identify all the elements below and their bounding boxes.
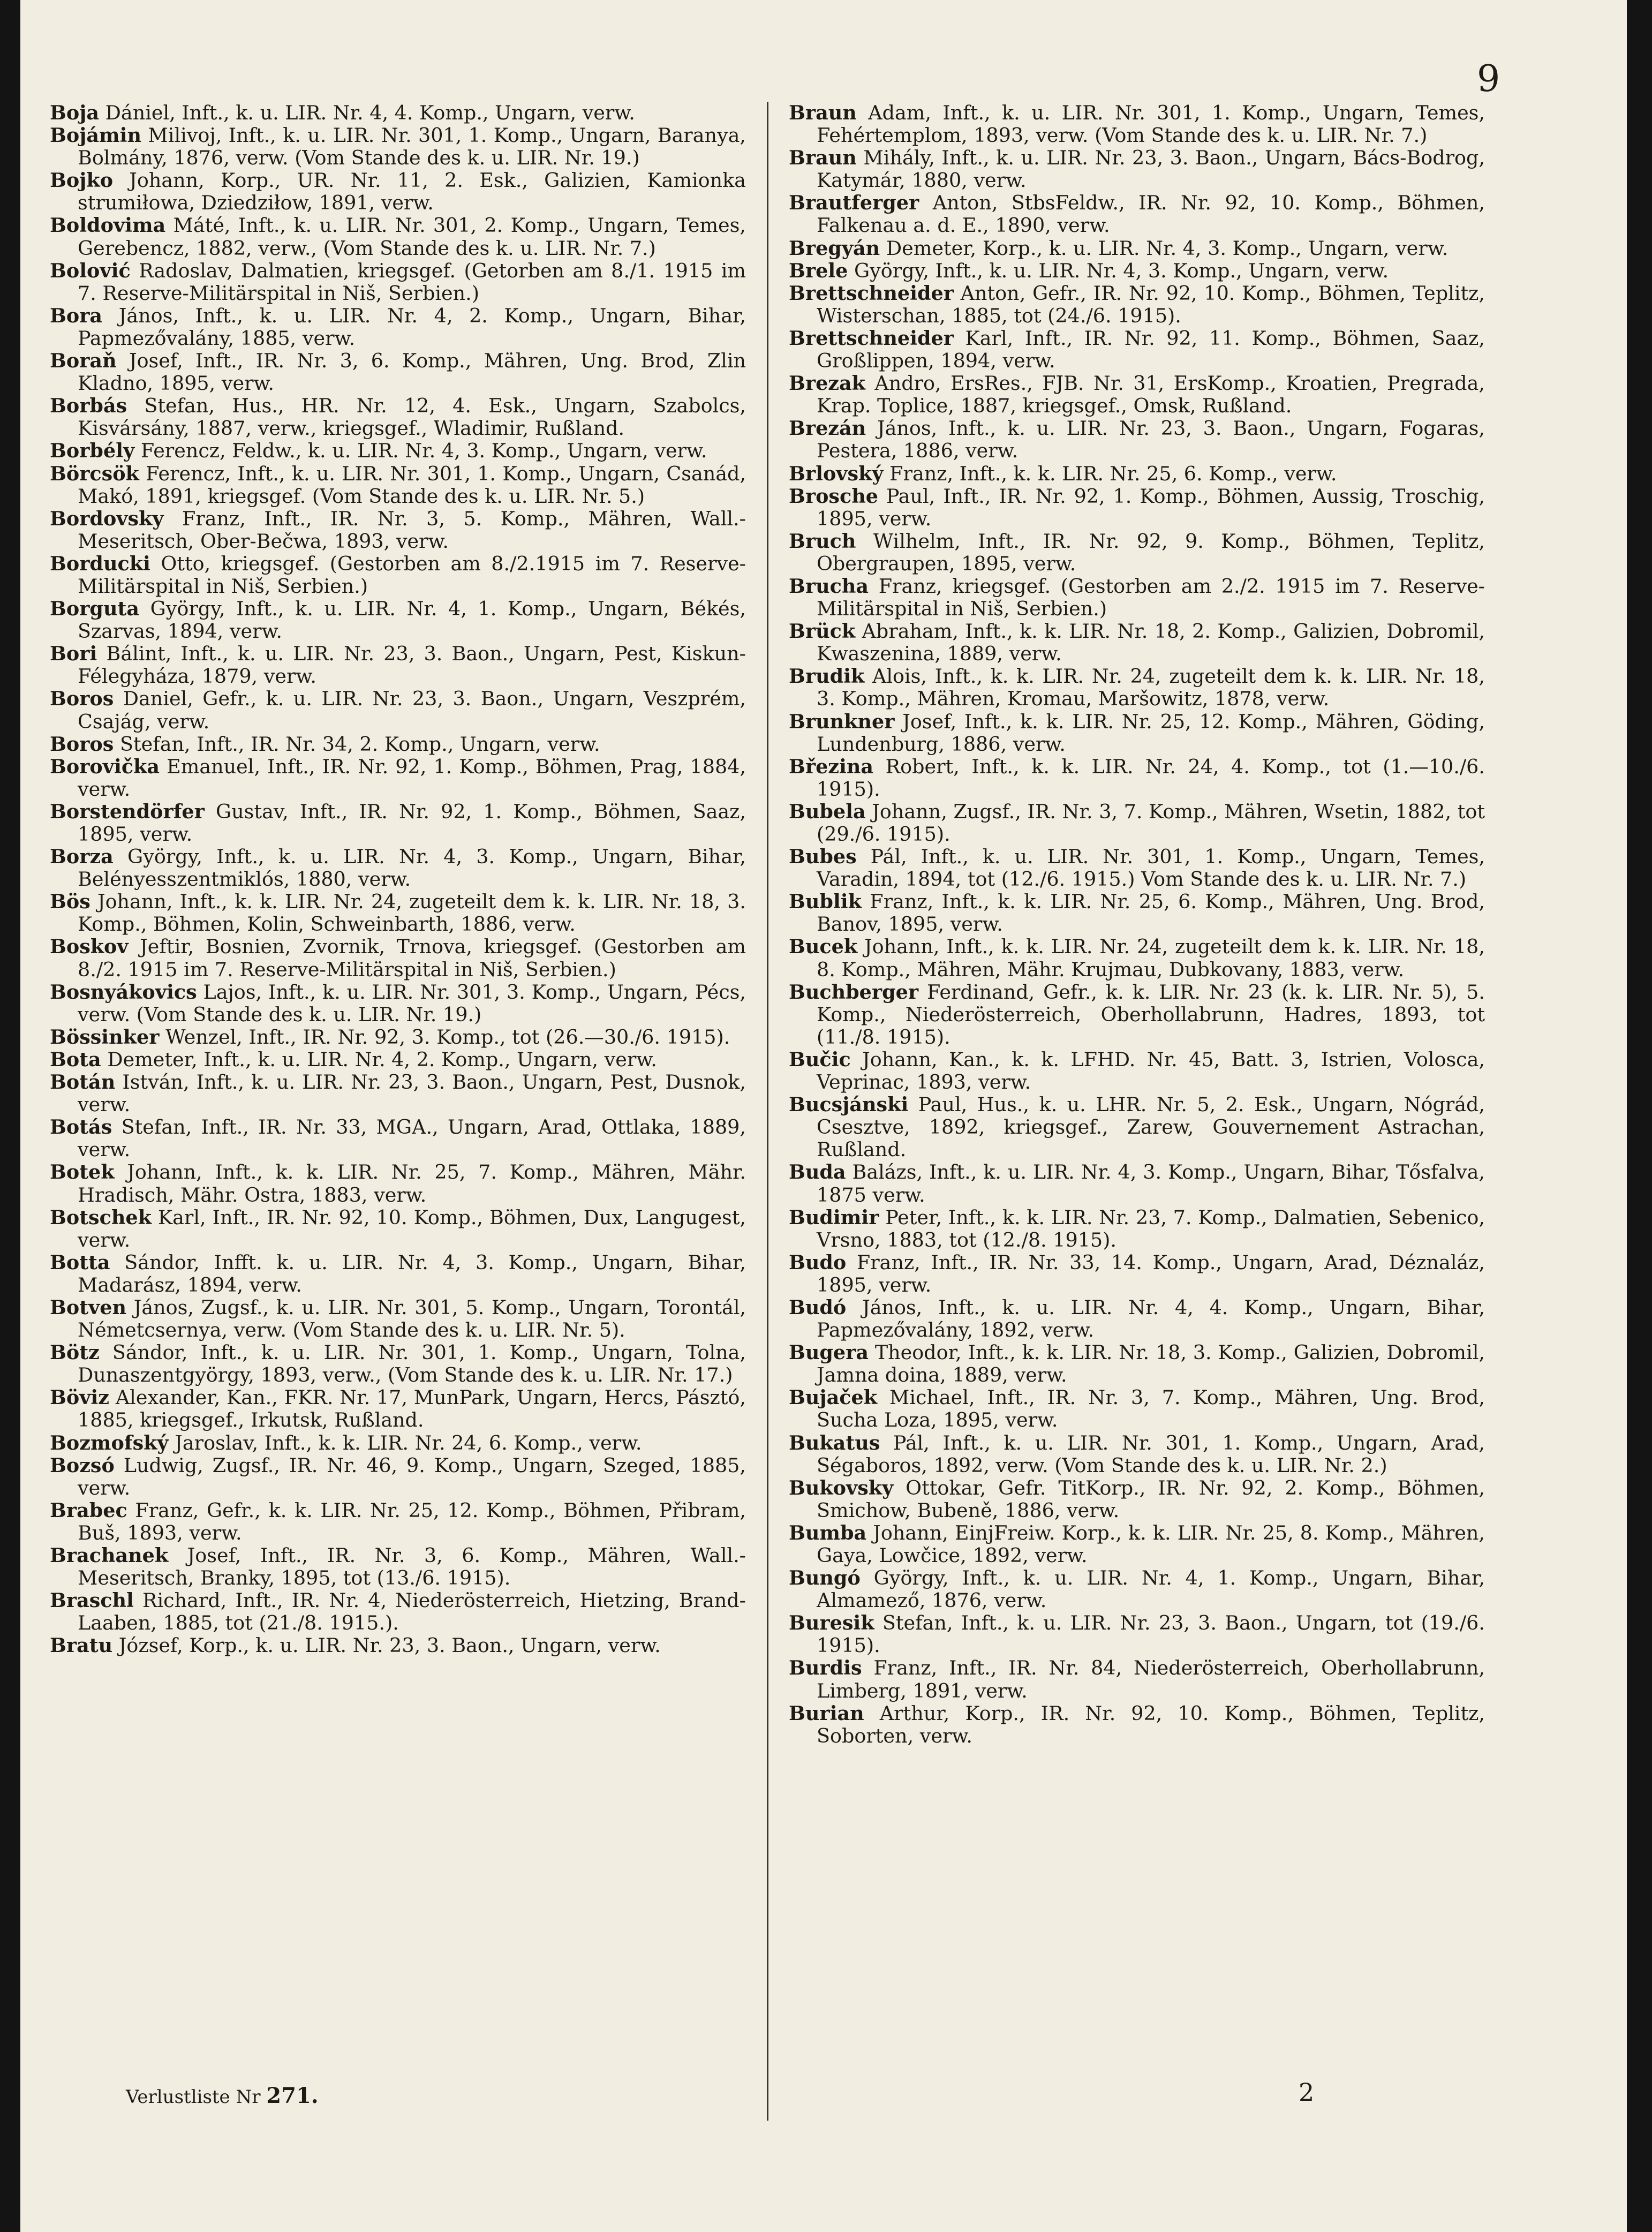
entry-details: Ferencz, Feldw., k. u. LIR. Nr. 4, 3. Komp., Ungarn, verw.: [140, 439, 707, 463]
entry-surname: Buda: [789, 1160, 846, 1184]
entry-surname: Brlovský: [789, 462, 884, 485]
casualty-entry: [789, 372, 1485, 417]
entry-details: János, Inft., k. u. LIR. Nr. 23, 3. Baon., Ungarn, Fogaras, Pestera, 1886, verw.: [817, 417, 1485, 463]
entry-surname: Borbély: [50, 439, 135, 463]
casualty-entry: [50, 643, 746, 688]
entry-surname: Braschl: [50, 1589, 134, 1612]
column-divider: [767, 102, 768, 2121]
entry-surname: Bukovsky: [789, 1476, 894, 1499]
entry-details: János, Inft., k. u. LIR. Nr. 4, 4. Komp., Ungarn, Bihar, Papmezővalány, 1892, verw.: [817, 1295, 1485, 1342]
entry-details: Stefan, Inft., IR. Nr. 34, 2. Komp., Ungarn, verw.: [119, 732, 600, 756]
casualty-entry: [789, 1657, 1485, 1702]
entry-surname: Burian: [789, 1701, 864, 1725]
casualty-entry: [789, 530, 1485, 575]
entry-details: Josef, Inft., IR. Nr. 3, 6. Komp., Mähren, Ung. Brod, Zlin Kladno, 1895, verw.: [78, 349, 746, 395]
casualty-entry: [50, 1499, 746, 1544]
entry-details: Mihály, Inft., k. u. LIR. Nr. 23, 3. Baon., Ungarn, Bács-Bodrog, Katymár, 1880, verw.: [817, 146, 1485, 192]
casualty-entry: [789, 665, 1485, 710]
casualty-entry: [789, 1296, 1485, 1341]
entry-surname: Bucek: [789, 935, 858, 959]
entry-surname: Bratu: [50, 1634, 113, 1657]
entry-surname: Burdis: [789, 1656, 862, 1680]
entry-details: Johann, EinjFreiw. Korp., k. k. LIR. Nr. 25, 8. Komp., Mähren, Gaya, Lowčice, 1892, verw.: [817, 1521, 1485, 1567]
entry-details: Milivoj, Inft., k. u. LIR. Nr. 301, 1. Komp., Ungarn, Baranya, Bolmány, 1876, verw. (Vom Stande des k. u. LIR. Nr. 19.): [78, 124, 746, 170]
page: [20, 0, 1627, 2232]
entry-surname: Brezak: [789, 372, 865, 395]
casualty-entry: [50, 214, 746, 259]
casualty-entry: [789, 417, 1485, 462]
casualty-entry: [50, 1634, 746, 1657]
entry-surname: Bori: [50, 642, 97, 666]
casualty-entry: [50, 1341, 746, 1386]
casualty-entry: [50, 169, 746, 214]
casualty-entry: [789, 463, 1485, 485]
casualty-entry: [789, 756, 1485, 801]
casualty-entry: [50, 1386, 746, 1431]
entry-surname: Bujaček: [789, 1386, 877, 1409]
entry-surname: Botek: [50, 1160, 115, 1184]
casualty-entry: [50, 1116, 746, 1161]
entry-surname: Boja: [50, 101, 100, 124]
casualty-entry: [789, 1477, 1485, 1522]
entry-surname: Brück: [789, 620, 856, 643]
entry-details: György, Inft., k. u. LIR. Nr. 4, 1. Komp., Ungarn, Békés, Szarvas, 1894, verw.: [78, 597, 746, 643]
entry-surname: Boraň: [50, 349, 117, 373]
entry-details: Andro, ErsRes., FJB. Nr. 31, ErsKomp., Kroatien, Pregrada, Krap. Toplice, 1887, kriegsgef., Omsk, Rußland.: [817, 372, 1485, 418]
entry-surname: Bota: [50, 1047, 101, 1071]
casualty-entry: [50, 801, 746, 846]
entry-surname: Bregyán: [789, 236, 880, 260]
entry-details: Johann, Korp., UR. Nr. 11, 2. Esk., Galizien, Kamionka strumiłowa, Dziedziłow, 1891, verw.: [78, 169, 746, 215]
casualty-entry: [50, 981, 746, 1026]
entry-details: Ferencz, Inft., k. u. LIR. Nr. 301, 1. Komp., Ungarn, Csanád, Makó, 1891, kriegsgef. (Vom Stande des k. u. LIR. Nr. 5.): [78, 462, 746, 508]
casualty-entry: [789, 801, 1485, 846]
entry-details: Josef, Inft., k. k. LIR. Nr. 25, 12. Komp., Mähren, Göding, Lundenburg, 1886, verw.: [817, 710, 1485, 756]
entry-details: István, Inft., k. u. LIR. Nr. 23, 3. Baon., Ungarn, Pest, Dusnok, verw.: [78, 1070, 746, 1117]
entry-surname: Braun: [789, 101, 857, 124]
left-column: [50, 102, 746, 1657]
entry-surname: Botás: [50, 1115, 112, 1139]
entry-details: Demeter, Korp., k. u. LIR. Nr. 4, 3. Komp., Ungarn, verw.: [886, 236, 1449, 260]
entry-surname: Brettschneider: [789, 281, 954, 305]
casualty-entry: [50, 1049, 746, 1071]
casualty-entry: [50, 350, 746, 395]
casualty-entry: [789, 1161, 1485, 1206]
casualty-entry: [789, 192, 1485, 237]
entry-surname: Bötz: [50, 1341, 100, 1364]
entry-details: Balázs, Inft., k. u. LIR. Nr. 4, 3. Komp., Ungarn, Bihar, Tősfalva, 1875 verw.: [817, 1160, 1485, 1207]
entry-surname: Bös: [50, 890, 90, 914]
entry-surname: Budo: [789, 1250, 847, 1274]
entry-details: József, Korp., k. u. LIR. Nr. 23, 3. Baon., Ungarn, verw.: [118, 1634, 661, 1657]
entry-details: Franz, Inft., IR. Nr. 3, 5. Komp., Mähren, Wall.-Meseritsch, Ober-Bečwa, 1893, verw.: [78, 507, 746, 553]
casualty-entry: [50, 1207, 746, 1251]
entry-surname: Bucsjánski: [789, 1093, 909, 1117]
entry-details: Josef, Inft., IR. Nr. 3, 6. Komp., Mähren, Wall.-Meseritsch, Branky, 1895, tot (13./6. 1915).: [78, 1544, 746, 1590]
footer-sheet-number: 2: [1299, 2078, 1315, 2107]
casualty-entry: [50, 1026, 746, 1049]
entry-surname: Bugera: [789, 1341, 869, 1364]
entry-surname: Brosche: [789, 484, 878, 508]
entry-surname: Brudik: [789, 665, 865, 688]
entry-surname: Borducki: [50, 552, 150, 575]
entry-surname: Bungó: [789, 1566, 861, 1590]
entry-surname: Bubes: [789, 845, 857, 869]
entry-details: Pál, Inft., k. u. LIR. Nr. 301, 1. Komp., Ungarn, Arad, Ségaboros, 1892, verw. (Vom Stande des k. u. LIR. Nr. 2.): [817, 1431, 1485, 1477]
entry-details: Jaroslav, Inft., k. k. LIR. Nr. 24, 6. Komp., verw.: [175, 1431, 642, 1454]
entry-details: Alexander, Kan., FKR. Nr. 17, MunPark, Ungarn, Hercs, Pásztó, 1885, kriegsgef., Irkutsk, Rußland.: [78, 1386, 746, 1432]
casualty-entry: [50, 1071, 746, 1116]
casualty-entry: [789, 1341, 1485, 1386]
entry-surname: Boros: [50, 687, 114, 711]
entry-surname: Brunkner: [789, 710, 895, 733]
entry-surname: Borovička: [50, 755, 160, 778]
entry-surname: Buchberger: [789, 980, 919, 1004]
entry-details: Ferdinand, Gefr., k. k. LIR. Nr. 23 (k. k. LIR. Nr. 5), 5. Komp., Niederösterreich, Oberhollabrunn, Hadres, 1893, tot (11./8. 1915).: [817, 980, 1485, 1049]
entry-surname: Březina: [789, 755, 874, 778]
entry-surname: Bolović: [50, 259, 131, 282]
entry-surname: Brele: [789, 259, 848, 282]
right-column: [789, 102, 1485, 1747]
entry-details: Sándor, Inft., k. u. LIR. Nr. 301, 1. Komp., Ungarn, Tolna, Dunaszentgyörgy, 1893, verw., (Vom Stande des k. u. LIR. Nr. 17.): [78, 1341, 746, 1387]
entry-details: Lajos, Inft., k. u. LIR. Nr. 301, 3. Komp., Ungarn, Pécs, verw. (Vom Stande des k. u. LIR. Nr. 19.): [78, 980, 746, 1026]
entry-surname: Bučic: [789, 1047, 851, 1071]
entry-surname: Botven: [50, 1295, 127, 1319]
entry-surname: Brucha: [789, 574, 869, 598]
entry-surname: Budó: [789, 1295, 847, 1319]
entry-details: Franz, kriegsgef. (Gestorben am 2./2. 1915 im 7. Reserve-Militärspital in Niš, Serbien.): [817, 574, 1485, 621]
entry-surname: Bukatus: [789, 1431, 880, 1454]
entry-details: Demeter, Inft., k. u. LIR. Nr. 4, 2. Komp., Ungarn, verw.: [107, 1047, 657, 1071]
casualty-entry: [50, 598, 746, 643]
entry-details: János, Inft., k. u. LIR. Nr. 4, 2. Komp., Ungarn, Bihar, Papmezővalány, 1885, verw.: [78, 304, 746, 350]
entry-details: Máté, Inft., k. u. LIR. Nr. 301, 2. Komp., Ungarn, Temes, Gerebencz, 1882, verw., (Vom Stande des k. u. LIR. Nr. 7.): [78, 214, 746, 260]
entry-details: Stefan, Inft., IR. Nr. 33, MGA., Ungarn, Arad, Ottlaka, 1889, verw.: [78, 1115, 746, 1162]
entry-details: Abraham, Inft., k. k. LIR. Nr. 18, 2. Komp., Galizien, Dobromil, Kwaszenina, 1889, verw.: [817, 620, 1485, 666]
entry-details: Stefan, Hus., HR. Nr. 12, 4. Esk., Ungarn, Szabolcs, Kisvársány, 1887, verw., kriegsgef., Wladimir, Rußland.: [78, 394, 746, 440]
casualty-entry: [50, 688, 746, 733]
casualty-entry: [789, 282, 1485, 327]
casualty-entry: [789, 981, 1485, 1049]
entry-surname: Brachanek: [50, 1544, 169, 1567]
entry-details: Franz, Inft., k. k. LIR. Nr. 25, 6. Komp., Mähren, Ung. Brod, Banov, 1895, verw.: [817, 890, 1485, 936]
entry-details: Radoslav, Dalmatien, kriegsgef. (Getorben am 8./1. 1915 im 7. Reserve-Militärspital in Niš, Serbien.): [78, 259, 746, 305]
page-number: 9: [1477, 58, 1500, 100]
entry-details: Franz, Inft., k. k. LIR. Nr. 25, 6. Komp., verw.: [889, 462, 1337, 485]
entry-details: Wilhelm, Inft., IR. Nr. 92, 9. Komp., Böhmen, Teplitz, Obergraupen, 1895, verw.: [817, 529, 1485, 575]
entry-details: Jeftir, Bosnien, Zvornik, Trnova, kriegsgef. (Gestorben am 8./2. 1915 im 7. Reserve-Militärspital in Niš, Serbien.): [78, 935, 746, 981]
casualty-entry: [789, 237, 1485, 260]
casualty-entry: [50, 553, 746, 598]
entry-details: Karl, Inft., IR. Nr. 92, 10. Komp., Böhmen, Dux, Langugest, verw.: [78, 1205, 746, 1251]
entry-details: György, Inft., k. u. LIR. Nr. 4, 3. Komp., Ungarn, Bihar, Belényesszentmiklós, 1880, verw.: [78, 845, 746, 891]
casualty-entry: [789, 147, 1485, 192]
entry-surname: Brettschneider: [789, 326, 954, 350]
entry-surname: Botán: [50, 1070, 116, 1094]
casualty-entry: [50, 891, 746, 936]
casualty-entry: [50, 440, 746, 462]
entry-details: Otto, kriegsgef. (Gestorben am 8./2.1915 im 7. Reserve-Militärspital in Niš, Serbien.): [78, 552, 746, 598]
entry-details: Ottokar, Gefr. TitKorp., IR. Nr. 92, 2. Komp., Böhmen, Smichow, Bubeně, 1886, verw.: [817, 1476, 1485, 1522]
entry-details: Theodor, Inft., k. k. LIR. Nr. 18, 3. Komp., Galizien, Dobromil, Jamna doina, 1889, verw.: [817, 1341, 1485, 1387]
casualty-entry: [789, 1251, 1485, 1296]
entry-details: Sándor, Infft. k. u. LIR. Nr. 4, 3. Komp., Ungarn, Bihar, Madarász, 1894, verw.: [78, 1250, 746, 1296]
entry-surname: Bosnyákovics: [50, 980, 197, 1004]
entry-details: Bálint, Inft., k. u. LIR. Nr. 23, 3. Baon., Ungarn, Pest, Kiskun-Félegyháza, 1879, verw.: [78, 642, 746, 688]
entry-details: Anton, StbsFeldw., IR. Nr. 92, 10. Komp., Böhmen, Falkenau a. d. E., 1890, verw.: [817, 191, 1485, 237]
casualty-entry: [789, 102, 1485, 147]
entry-surname: Borza: [50, 845, 114, 869]
entry-details: Johann, Inft., k. k. LIR. Nr. 25, 7. Komp., Mähren, Mähr. Hradisch, Mähr. Ostra, 1883, verw.: [78, 1160, 746, 1207]
entry-details: Stefan, Inft., k. u. LIR. Nr. 23, 3. Baon., Ungarn, tot (19./6. 1915).: [817, 1611, 1485, 1657]
casualty-entry: [50, 305, 746, 350]
entry-details: Ludwig, Zugsf., IR. Nr. 46, 9. Komp., Ungarn, Szeged, 1885, verw.: [78, 1453, 746, 1499]
casualty-entry: [789, 846, 1485, 891]
casualty-entry: [789, 1612, 1485, 1657]
entry-details: Pál, Inft., k. u. LIR. Nr. 301, 1. Komp., Ungarn, Temes, Varadin, 1894, tot (12./6. 1915.) Vom Stande des k. u. LIR. Nr. 7.): [817, 845, 1485, 891]
casualty-entry: [789, 575, 1485, 620]
casualty-entry: [789, 1049, 1485, 1094]
entry-surname: Botschek: [50, 1205, 152, 1229]
entry-surname: Börcsök: [50, 462, 139, 485]
casualty-entry: [50, 463, 746, 508]
casualty-entry: [789, 1522, 1485, 1567]
entry-surname: Borstendörfer: [50, 800, 205, 823]
entry-details: Johann, Kan., k. k. LFHD. Nr. 45, Batt. 3, Istrien, Volosca, Veprinac, 1893, verw.: [817, 1047, 1485, 1094]
entry-surname: Boros: [50, 732, 114, 756]
casualty-entry: [50, 1161, 746, 1206]
entry-details: Franz, Gefr., k. k. LIR. Nr. 25, 12. Komp., Böhmen, Přibram, Buš, 1893, verw.: [78, 1498, 746, 1544]
entry-surname: Bojko: [50, 169, 114, 192]
entry-surname: Botta: [50, 1250, 110, 1274]
entry-surname: Bumba: [789, 1521, 867, 1544]
entry-details: Franz, Inft., IR. Nr. 84, Niederösterreich, Oberhollabrunn, Limberg, 1891, verw.: [817, 1656, 1485, 1702]
entry-details: Johann, Zugsf., IR. Nr. 3, 7. Komp., Mähren, Wsetin, 1882, tot (29./6. 1915).: [817, 800, 1485, 846]
entry-surname: Boldovima: [50, 214, 166, 237]
entry-surname: Bozsó: [50, 1453, 115, 1477]
entry-surname: Boskov: [50, 935, 129, 959]
entry-surname: Böviz: [50, 1386, 109, 1409]
entry-surname: Bordovsky: [50, 507, 164, 530]
casualty-entry: [50, 1432, 746, 1454]
entry-details: Michael, Inft., IR. Nr. 3, 7. Komp., Mähren, Ung. Brod, Sucha Loza, 1895, verw.: [817, 1386, 1485, 1432]
footer-issue-number: 271.: [266, 2083, 319, 2108]
entry-details: Arthur, Korp., IR. Nr. 92, 10. Komp., Böhmen, Teplitz, Soborten, verw.: [817, 1701, 1485, 1747]
casualty-entry: [789, 711, 1485, 756]
casualty-entry: [789, 327, 1485, 372]
entry-details: János, Zugsf., k. u. LIR. Nr. 301, 5. Komp., Ungarn, Torontál, Németcsernya, verw. (Vom Stande des k. u. LIR. Nr. 5).: [78, 1295, 746, 1342]
entry-details: Adam, Inft., k. u. LIR. Nr. 301, 1. Komp., Ungarn, Temes, Fehértemplom, 1893, verw. (Vom Stande des k. u. LIR. Nr. 7.): [817, 101, 1485, 147]
entry-surname: Bora: [50, 304, 103, 327]
entry-surname: Bozmofský: [50, 1431, 169, 1454]
casualty-entry: [789, 1094, 1485, 1161]
entry-surname: Borbás: [50, 394, 127, 418]
casualty-entry: [50, 1589, 746, 1634]
entry-details: Wenzel, Inft., IR. Nr. 92, 3. Komp., tot (26.—30./6. 1915).: [165, 1025, 730, 1049]
casualty-entry: [50, 1454, 746, 1499]
entry-details: György, Inft., k. u. LIR. Nr. 4, 1. Komp., Ungarn, Bihar, Almamező, 1876, verw.: [817, 1566, 1485, 1612]
entry-details: Robert, Inft., k. k. LIR. Nr. 24, 4. Komp., tot (1.—10./6. 1915).: [817, 755, 1485, 801]
entry-details: Johann, Inft., k. k. LIR. Nr. 24, zugeteilt dem k. k. LIR. Nr. 18, 3. Komp., Böhmen, Kolin, Schweinbarth, 1886, verw.: [78, 890, 746, 936]
casualty-entry: [50, 260, 746, 305]
casualty-entry: [50, 124, 746, 169]
entry-details: Daniel, Gefr., k. u. LIR. Nr. 23, 3. Baon., Ungarn, Veszprém, Csajág, verw.: [78, 687, 746, 733]
casualty-entry: [789, 1207, 1485, 1251]
casualty-entry: [789, 936, 1485, 981]
entry-details: Emanuel, Inft., IR. Nr. 92, 1. Komp., Böhmen, Prag, 1884, verw.: [78, 755, 746, 801]
entry-details: Anton, Gefr., IR. Nr. 92, 10. Komp., Böhmen, Teplitz, Wisterschan, 1885, tot (24./6. 1915).: [817, 281, 1485, 327]
casualty-entry: [50, 756, 746, 801]
entry-details: György, Inft., k. u. LIR. Nr. 4, 3. Komp., Ungarn, verw.: [854, 259, 1389, 282]
entry-surname: Bössinker: [50, 1025, 160, 1049]
entry-surname: Buresik: [789, 1611, 874, 1635]
entry-surname: Bubela: [789, 800, 866, 823]
entry-details: Richard, Inft., IR. Nr. 4, Niederösterreich, Hietzing, Brand-Laaben, 1885, tot (21./8. 1915.).: [78, 1589, 746, 1635]
entry-details: Gustav, Inft., IR. Nr. 92, 1. Komp., Böhmen, Saaz, 1895, verw.: [78, 800, 746, 846]
casualty-entry: [50, 1251, 746, 1296]
entry-surname: Bruch: [789, 529, 856, 553]
entry-details: Franz, Inft., IR. Nr. 33, 14. Komp., Ungarn, Arad, Déznaláz, 1895, verw.: [817, 1250, 1485, 1296]
casualty-entry: [789, 620, 1485, 665]
entry-surname: Borguta: [50, 597, 139, 621]
entry-details: Paul, Hus., k. u. LHR. Nr. 5, 2. Esk., Ungarn, Nógrád, Csesztve, 1892, kriegsgef., Zarew, Gouvernement Astrachan, Rußland.: [817, 1093, 1485, 1162]
casualty-entry: [50, 733, 746, 756]
entry-surname: Budimir: [789, 1205, 879, 1229]
casualty-entry: [789, 1386, 1485, 1431]
casualty-entry: [50, 846, 746, 891]
entry-details: Alois, Inft., k. k. LIR. Nr. 24, zugeteilt dem k. k. LIR. Nr. 18, 3. Komp., Mähren, Kromau, Maršowitz, 1878, verw.: [817, 665, 1485, 711]
casualty-entry: [789, 891, 1485, 936]
entry-surname: Brabec: [50, 1498, 127, 1522]
casualty-entry: [789, 1567, 1485, 1612]
casualty-entry: [50, 508, 746, 553]
casualty-entry: [50, 395, 746, 440]
entry-surname: Brautferger: [789, 191, 919, 215]
entry-details: Dániel, Inft., k. u. LIR. Nr. 4, 4. Komp., Ungarn, verw.: [105, 101, 635, 124]
footer-label: Verlustliste Nr: [126, 2086, 261, 2108]
casualty-entry: [789, 1702, 1485, 1747]
entry-details: Karl, Inft., IR. Nr. 92, 11. Komp., Böhmen, Saaz, Großlippen, 1894, verw.: [817, 326, 1485, 373]
casualty-entry: [50, 1296, 746, 1341]
casualty-entry: [789, 1432, 1485, 1477]
entry-surname: Bojámin: [50, 124, 142, 147]
footer-issue: [126, 2083, 319, 2108]
entry-surname: Bublik: [789, 890, 862, 914]
entry-surname: Brezán: [789, 417, 866, 440]
casualty-entry: [50, 102, 746, 124]
entry-details: Peter, Inft., k. k. LIR. Nr. 23, 7. Komp., Dalmatien, Sebenico, Vrsno, 1883, tot (12./8. 1915).: [817, 1205, 1485, 1251]
casualty-entry: [789, 485, 1485, 530]
entry-details: Johann, Inft., k. k. LIR. Nr. 24, zugeteilt dem k. k. LIR. Nr. 18, 8. Komp., Mähren, Mähr. Krujmau, Dubkovany, 1883, verw.: [817, 935, 1485, 981]
casualty-entry: [789, 260, 1485, 282]
casualty-entry: [50, 1544, 746, 1589]
casualty-entry: [50, 936, 746, 981]
entry-surname: Braun: [789, 146, 857, 170]
entry-details: Paul, Inft., IR. Nr. 92, 1. Komp., Böhmen, Aussig, Troschig, 1895, verw.: [817, 484, 1485, 530]
